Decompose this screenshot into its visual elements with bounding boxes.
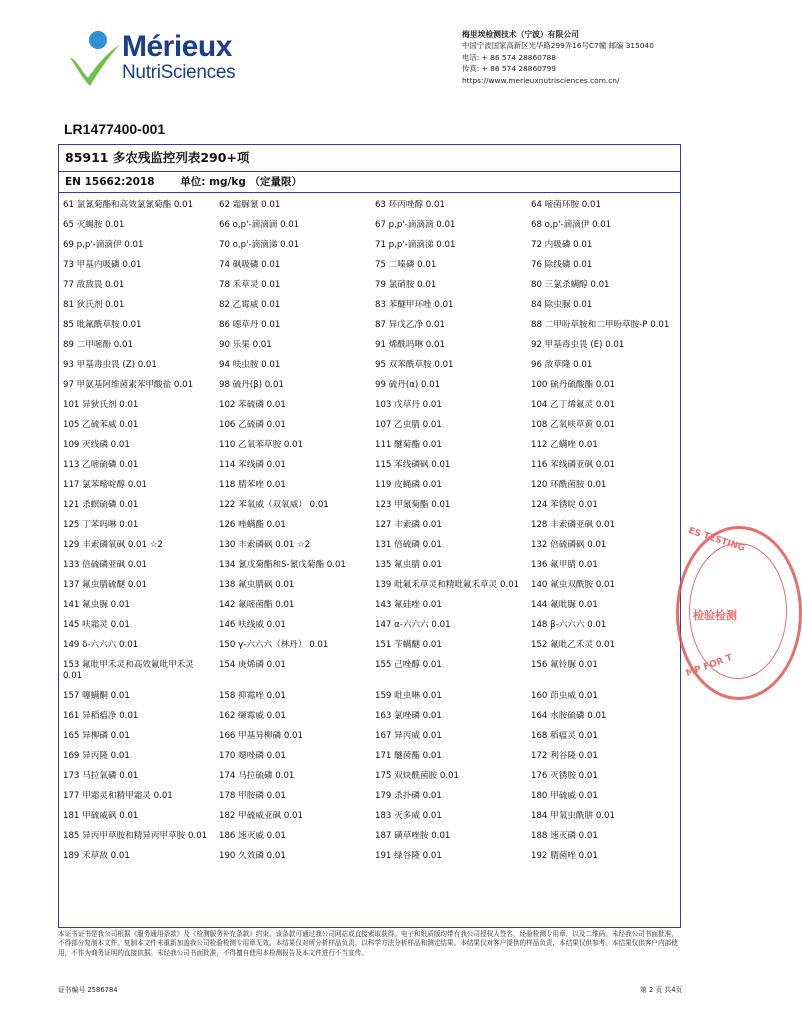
table-row <box>59 807 680 827</box>
disclaimer-text: 本证书证书是我公司根据《服务通用条款》及《检测服务补充条款》约束。该条款可通过我公司网站或直接索取获得。电子和纸质版均带有我公司授权人签名，经验检测专用章，以及二维码。未经我公司书面批准，不得部分复制本文件。复制本文件未重新加盖我公司检验检测专用章无效。本结果仅对所分析样品负责，以科学方法分析样品和测定结果。本结果仅对客户提供的样品负责，本结果仅供参考。本结果仅供客户内部使用，不作为商务证明的直接依据。未经我公司书面批准，不得擅自使用本检测报告及本文件进行不当宣传。 <box>58 930 678 957</box>
table-row <box>59 496 680 516</box>
table-cell: 119 皮蝇磷 0.01 <box>375 480 442 490</box>
table-row <box>59 216 680 236</box>
table-cell: 149 δ-六六六 0.01 <box>63 640 139 650</box>
table-cell: 114 苯线磷 0.01 <box>219 460 286 470</box>
table-row <box>59 847 680 867</box>
table-cell: 93 甲基毒虫畏 (Z) 0.01 <box>63 360 157 370</box>
table-cell: 138 氟虫腈砜 0.01 <box>219 580 295 590</box>
table-cell: 192 腈菌唑 0.01 <box>531 851 598 861</box>
table-cell: 62 霜脲氰 0.01 <box>219 200 281 210</box>
table-row <box>59 396 680 416</box>
table-cell: 107 乙虫腈 0.01 <box>375 420 442 430</box>
pesticide-table <box>58 144 681 928</box>
table-row <box>59 787 680 807</box>
logo-brand-line1: Mérieux <box>122 30 232 63</box>
table-cell: 178 甲胺磷 0.01 <box>219 791 286 801</box>
company-address: 中国宁波国家高新区光华路299弄16号C7幢 邮编 315040 <box>462 41 654 51</box>
table-cell: 118 腈苯唑 0.01 <box>219 480 286 490</box>
table-row <box>59 767 680 787</box>
table-cell: 83 苯醚甲环唑 0.01 <box>375 300 454 310</box>
table-cell: 175 双炔酰菌胺 0.01 <box>375 771 459 781</box>
table-row <box>59 687 680 707</box>
table-cell: 70 o,p'-滴滴涕 0.01 <box>219 240 300 250</box>
table-row <box>59 516 680 536</box>
table-cell: 67 p,p'-滴滴滴 0.01 <box>375 220 456 230</box>
table-cell: 128 丰索磷亚砜 0.01 <box>531 520 615 530</box>
table-cell: 88 二甲吩草胺和二甲吩草胺-P 0.01 <box>531 320 670 330</box>
table-cell: 183 灭多威 0.01 <box>375 811 442 821</box>
table-cell: 96 敌草隆 0.01 <box>531 360 593 370</box>
table-row <box>59 707 680 727</box>
table-cell: 92 甲基毒虫畏 (E) 0.01 <box>531 340 625 350</box>
company-name: 梅里埃检测技术（宁波）有限公司 <box>462 30 579 39</box>
report-id: LR1477400-001 <box>64 121 166 137</box>
table-cell: 162 缬霉威 0.01 <box>219 711 286 721</box>
table-cell: 136 氟甲腈 0.01 <box>531 560 598 570</box>
table-cell: 110 乙氧苯草胺 0.01 <box>219 440 303 450</box>
table-cell: 142 氟嘧菌酯 0.01 <box>219 600 295 610</box>
table-cell: 125 丁苯吗啉 0.01 <box>63 520 139 530</box>
table-cell: 161 异稻瘟净 0.01 <box>63 711 139 721</box>
table-cell: 101 异狄氏剂 0.01 <box>63 400 139 410</box>
table-cell: 98 硫丹(β) 0.01 <box>219 380 284 390</box>
table-row <box>59 827 680 847</box>
table-row <box>59 576 680 596</box>
table-cell: 122 苯氧威（双氧威） 0.01 <box>219 500 329 510</box>
table-cell: 148 β-六六六 0.01 <box>531 620 607 630</box>
table-cell: 64 嘧菌环胺 0.01 <box>531 200 601 210</box>
table-cell: 170 噁唑磷 0.01 <box>219 751 286 761</box>
table-cell: 124 苯锈啶 0.01 <box>531 500 598 510</box>
table-cell: 141 氟虫脲 0.01 <box>63 600 130 610</box>
table-cell: 100 硫丹硫酸酯 0.01 <box>531 380 615 390</box>
table-cell: 152 氟吡乙禾灵 0.01 <box>531 640 615 650</box>
table-cell: 181 甲硫威砜 0.01 <box>63 811 139 821</box>
table-row <box>59 596 680 616</box>
table-cell: 147 α-六六六 0.01 <box>375 620 451 630</box>
table-cell: 155 己唑醇 0.01 <box>375 660 442 670</box>
table-row <box>59 636 680 656</box>
table-cell: 157 噻螨酮 0.01 <box>63 691 130 701</box>
table-cell: 179 杀扑磷 0.01 <box>375 791 442 801</box>
table-cell: 159 吡虫啉 0.01 <box>375 691 442 701</box>
table-cell: 139 吡氟禾草灵和精吡氟禾草灵 0.01 <box>375 580 520 590</box>
table-cell: 176 灭锈胺 0.01 <box>531 771 598 781</box>
table-unit: 单位: mg/kg （定量限） <box>180 176 303 188</box>
certificate-number: 证书编号 2586784 <box>58 986 118 994</box>
table-cell: 168 稻瘟灵 0.01 <box>531 731 598 741</box>
table-cell: 160 茚虫威 0.01 <box>531 691 598 701</box>
table-row <box>59 356 680 376</box>
company-fax: 传真: + 86 574 28860799 <box>462 64 556 74</box>
table-cell: 69 p,p'-滴滴伊 0.01 <box>63 240 144 250</box>
table-cell: 145 呋霜灵 0.01 <box>63 620 130 630</box>
table-cell: 85 吡氟酰草胺 0.01 <box>63 320 142 330</box>
table-cell: 90 乐果 0.01 <box>219 340 272 350</box>
table-row <box>59 727 680 747</box>
table-cell: 84 除虫脲 0.01 <box>531 300 593 310</box>
table-cell: 66 o,p'-滴滴滴 0.01 <box>219 220 300 230</box>
table-cell: 74 砜吸磷 0.01 <box>219 260 281 270</box>
table-row <box>59 536 680 556</box>
table-row <box>59 236 680 256</box>
table-cell: 75 二嗪磷 0.01 <box>375 260 437 270</box>
table-cell: 94 呋虫胺 0.01 <box>219 360 281 370</box>
table-cell: 63 环丙唑醇 0.01 <box>375 200 445 210</box>
company-website[interactable]: https://www.merieuxnutrisciences.com.cn/ <box>462 75 620 85</box>
table-cell: 77 敌敌畏 0.01 <box>63 280 125 290</box>
table-cell: 129 丰索磷氧砜 0.01 ☆2 <box>63 540 163 550</box>
table-row <box>59 436 680 456</box>
table-row <box>59 316 680 336</box>
table-cell: 106 乙硫磷 0.01 <box>219 420 286 430</box>
table-row <box>59 256 680 276</box>
table-cell: 99 硫丹(α) 0.01 <box>375 380 441 390</box>
table-cell: 115 苯线磷砜 0.01 <box>375 460 451 470</box>
table-cell: 186 速灭威 0.01 <box>219 831 286 841</box>
table-cell: 109 灭线磷 0.01 <box>63 440 130 450</box>
table-cell: 167 异丙威 0.01 <box>375 731 442 741</box>
table-row <box>59 656 680 687</box>
table-title: 85911 多农残监控列表290+项 <box>59 145 680 172</box>
table-cell: 102 苯硫磷 0.01 <box>219 400 286 410</box>
table-cell: 126 唑螨酯 0.01 <box>219 520 286 530</box>
table-row <box>59 476 680 496</box>
logo-mark-icon <box>66 28 122 88</box>
table-row <box>59 416 680 436</box>
seal-text-top: ES TESTING <box>686 526 747 554</box>
table-cell: 191 绿谷隆 0.01 <box>375 851 442 861</box>
company-logo <box>66 28 256 88</box>
table-cell: 76 除线磷 0.01 <box>531 260 593 270</box>
company-phone: 电话: + 86 574 28860788 <box>462 52 556 62</box>
table-cell: 79 氯硝胺 0.01 <box>375 280 437 290</box>
table-cell: 173 马拉氧磷 0.01 <box>63 771 139 781</box>
table-cell: 86 噁草丹 0.01 <box>219 320 281 330</box>
table-cell: 190 久效磷 0.01 <box>219 851 286 861</box>
seal-text-middle: 检验检测 <box>693 609 737 622</box>
table-cell: 189 禾草敌 0.01 <box>63 851 130 861</box>
table-cell: 71 p,p'-滴滴涕 0.01 <box>375 240 456 250</box>
table-cell: 184 甲氧虫酰肼 0.01 <box>531 811 615 821</box>
table-cell: 80 三氯杀螨醇 0.01 <box>531 280 610 290</box>
table-cell: 166 甲基异柳磷 0.01 <box>219 731 303 741</box>
company-info <box>462 29 654 86</box>
table-cell: 144 氟吡脲 0.01 <box>531 600 598 610</box>
table-row <box>59 616 680 636</box>
table-cell: 117 氯苯嘧啶醇 0.01 <box>63 480 147 490</box>
table-row <box>59 196 680 216</box>
table-cell: 180 甲硫威 0.01 <box>531 791 598 801</box>
table-cell: 143 氟硅唑 0.01 <box>375 600 442 610</box>
table-row <box>59 747 680 767</box>
table-standard: EN 15662:2018 <box>65 176 155 188</box>
table-cell: 104 乙丁烯氟灵 0.01 <box>531 400 615 410</box>
table-cell: 133 倍硫磷亚砜 0.01 <box>63 560 147 570</box>
table-cell: 103 戊草丹 0.01 <box>375 400 442 410</box>
table-row <box>59 456 680 476</box>
table-cell: 135 氟虫腈 0.01 <box>375 560 442 570</box>
table-cell: 116 苯线磷亚砜 0.01 <box>531 460 615 470</box>
table-cell: 108 乙氧呋草黄 0.01 <box>531 420 615 430</box>
table-row <box>59 376 680 396</box>
inspection-seal <box>676 526 802 700</box>
table-cell: 121 杀螟硫磷 0.01 <box>63 500 139 510</box>
table-cell: 132 倍硫磷砜 0.01 <box>531 540 607 550</box>
table-cell: 134 氰戊菊酯和S-氰戊菊酯 0.01 <box>219 560 346 570</box>
table-row <box>59 276 680 296</box>
table-cell: 140 氟虫双酰胺 0.01 <box>531 580 615 590</box>
table-cell: 91 烯酰吗啉 0.01 <box>375 340 445 350</box>
table-subheader <box>59 172 680 193</box>
table-cell: 87 异戊乙净 0.01 <box>375 320 445 330</box>
table-cell: 137 氟虫腈硫醚 0.01 <box>63 580 147 590</box>
table-cell: 68 o,p'-滴滴伊 0.01 <box>531 220 612 230</box>
table-cell: 165 异柳磷 0.01 <box>63 731 130 741</box>
table-row <box>59 556 680 576</box>
table-row <box>59 296 680 316</box>
table-grid <box>59 193 680 867</box>
table-cell: 72 内吸磷 0.01 <box>531 240 593 250</box>
table-cell: 120 环酰菌胺 0.01 <box>531 480 607 490</box>
table-cell: 65 灭蝇胺 0.01 <box>63 220 125 230</box>
table-cell: 163 氯唑磷 0.01 <box>375 711 442 721</box>
table-cell: 188 速灭磷 0.01 <box>531 831 598 841</box>
table-cell: 111 醚菊酯 0.01 <box>375 440 442 450</box>
table-cell: 156 氟铃脲 0.01 <box>531 660 598 670</box>
table-cell: 177 甲霜灵和精甲霜灵 0.01 <box>63 791 173 801</box>
table-cell: 169 异丙隆 0.01 <box>63 751 130 761</box>
logo-brand-line2: NutriSciences <box>122 62 236 83</box>
table-cell: 172 利谷隆 0.01 <box>531 751 598 761</box>
table-cell: 153 氟吡甲禾灵和高效氟吡甲禾灵 0.01 <box>63 660 194 681</box>
table-cell: 146 呋线威 0.01 <box>219 620 286 630</box>
table-cell: 150 γ-六六六（林丹） 0.01 <box>219 640 329 650</box>
table-cell: 151 苄螨醚 0.01 <box>375 640 442 650</box>
table-cell: 61 氯氰菊酯和高效氯氰菊酯 0.01 <box>63 200 194 210</box>
table-cell: 131 倍硫磷 0.01 <box>375 540 442 550</box>
table-cell: 158 抑霉唑 0.01 <box>219 691 286 701</box>
page-indicator: 第 2 页 共4页 <box>640 986 683 994</box>
table-cell: 164 水胺硫磷 0.01 <box>531 711 607 721</box>
table-row <box>59 336 680 356</box>
table-cell: 182 甲硫威亚砜 0.01 <box>219 811 303 821</box>
table-cell: 78 禾草灵 0.01 <box>219 280 281 290</box>
table-cell: 81 狄氏剂 0.01 <box>63 300 125 310</box>
table-cell: 113 乙嘧硫磷 0.01 <box>63 460 139 470</box>
table-cell: 154 庚烯磷 0.01 <box>219 660 286 670</box>
table-cell: 89 二甲嘧酚 0.01 <box>63 340 133 350</box>
table-cell: 185 异丙甲草胺和精异丙甲草胺 0.01 <box>63 831 208 841</box>
table-cell: 127 丰索磷 0.01 <box>375 520 442 530</box>
table-cell: 105 乙硫苯威 0.01 <box>63 420 139 430</box>
table-cell: 174 马拉硫磷 0.01 <box>219 771 295 781</box>
table-cell: 112 乙螨唑 0.01 <box>531 440 598 450</box>
table-cell: 171 醚菌酯 0.01 <box>375 751 442 761</box>
table-cell: 73 甲基内吸磷 0.01 <box>63 260 142 270</box>
table-cell: 82 乙霉威 0.01 <box>219 300 281 310</box>
table-cell: 97 甲氨基阿维菌素苯甲酸盐 0.01 <box>63 380 194 390</box>
table-cell: 95 双苯酰草胺 0.01 <box>375 360 454 370</box>
seal-text-bottom: MP FOR T <box>684 652 734 680</box>
table-cell: 130 丰索磷砜 0.01 ☆2 <box>219 540 311 550</box>
table-cell: 123 甲氰菊酯 0.01 <box>375 500 451 510</box>
table-cell: 187 磺草唑胺 0.01 <box>375 831 451 841</box>
